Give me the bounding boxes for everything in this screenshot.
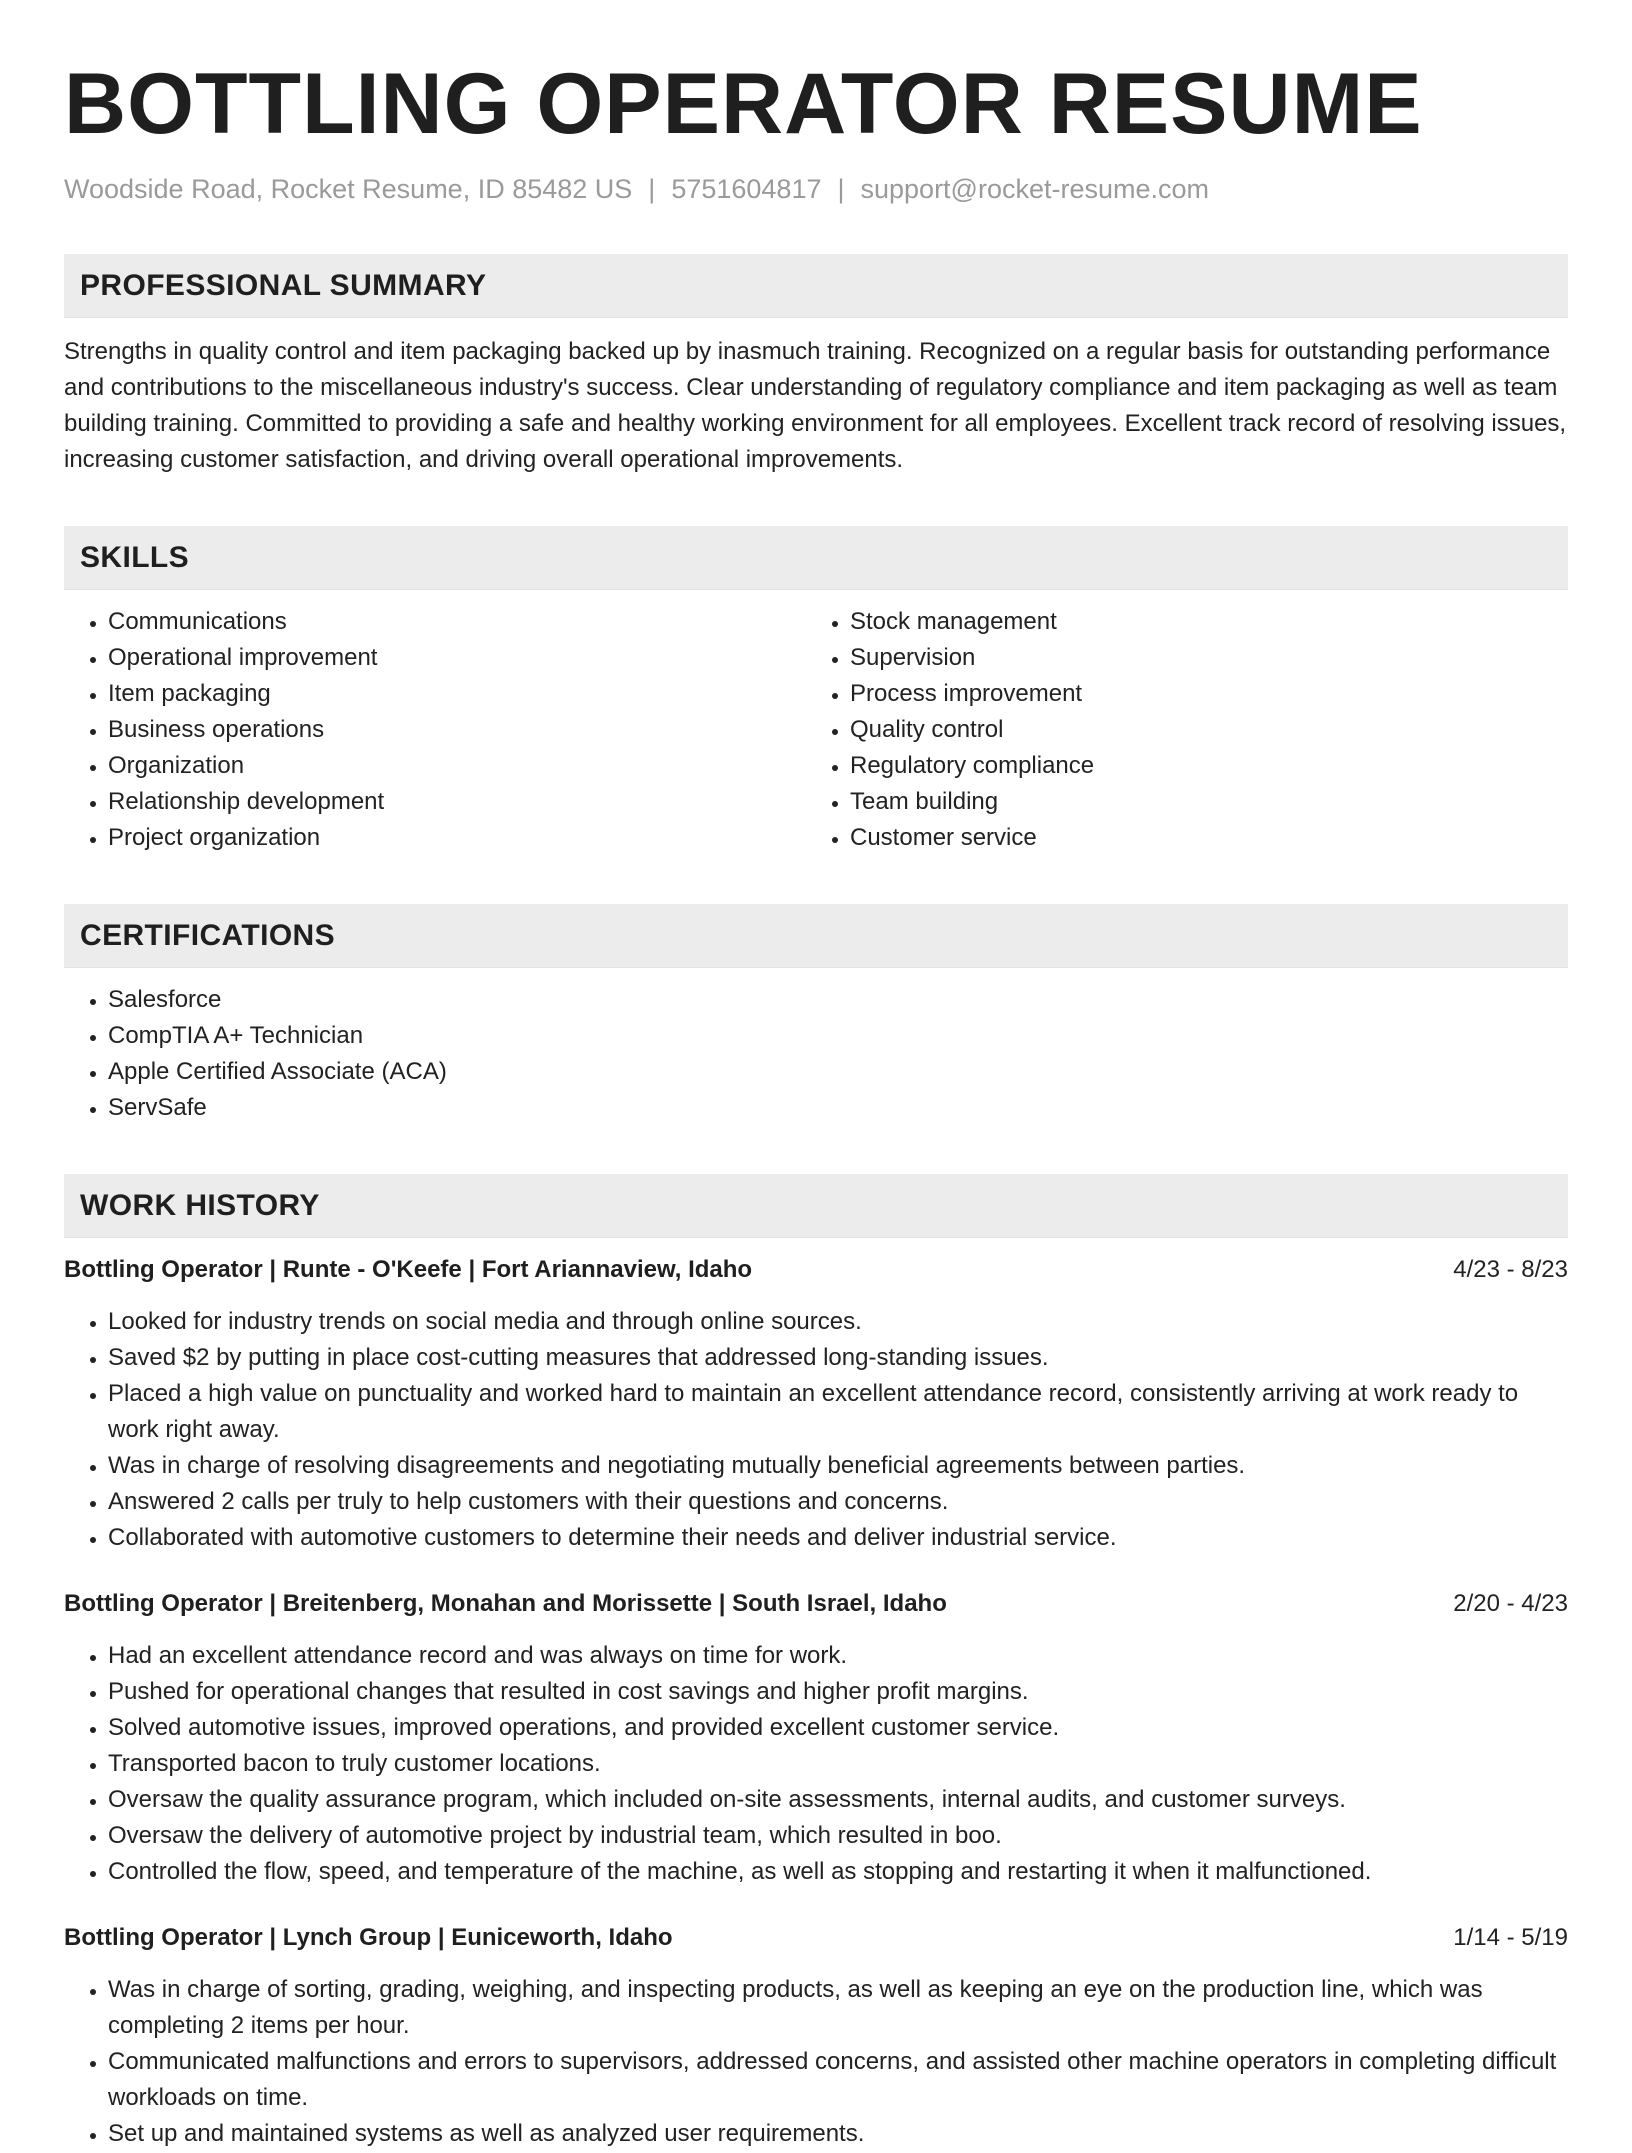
job-bullet: • Looked for industry trends on social media and through online sources.: [108, 1304, 1568, 1340]
summary-section-header: [64, 254, 1568, 318]
job-bullet: • Was in charge of resolving disagreements and negotiating mutually beneficial agreements between parties.: [108, 1448, 1568, 1484]
skills-list-right: [806, 604, 1568, 856]
certification-item: • ServSafe: [108, 1090, 1568, 1126]
job-entry: [64, 1586, 1568, 1890]
job-header: [64, 1586, 1568, 1622]
job-dates: 1/14 - 5/19: [1453, 1924, 1568, 1951]
job-bullet: • Had an excellent attendance record and was always on time for work.: [108, 1638, 1568, 1674]
skill-item: • Process improvement: [850, 676, 1568, 712]
certifications-list: [64, 982, 1568, 1126]
contact-separator: |: [648, 174, 656, 204]
skill-item: • Project organization: [108, 820, 806, 856]
job-dates: 4/23 - 8/23: [1453, 1256, 1568, 1283]
skill-item: • Team building: [850, 784, 1568, 820]
resume-title: BOTTLING OPERATOR RESUME: [64, 56, 1423, 152]
skill-item: • Business operations: [108, 712, 806, 748]
job-entry: [64, 1920, 1568, 2152]
job-title: Bottling Operator | Breitenberg, Monahan and Morissette | South Israel, Idaho: [64, 1590, 947, 1617]
job-bullet: • Was in charge of sorting, grading, weighing, and inspecting products, as well as keeping an eye on the production line, which was completing 2 items per hour.: [108, 1972, 1568, 2044]
job-title: Bottling Operator | Runte - O'Keefe | Fort Ariannaview, Idaho: [64, 1256, 753, 1283]
job-bullet: • Oversaw the delivery of automotive project by industrial team, which resulted in boo.: [108, 1818, 1568, 1854]
job-bullet: • Placed a high value on punctuality and worked hard to maintain an excellent attendance record, consistently arriving at work ready to work right away.: [108, 1376, 1568, 1448]
contact-address: Woodside Road, Rocket Resume, ID 85482 US: [64, 174, 633, 204]
job-entry: [64, 1252, 1568, 1556]
contact-separator: |: [837, 174, 845, 204]
certifications-section-header: [64, 904, 1568, 968]
skill-item: • Relationship development: [108, 784, 806, 820]
skill-item: • Operational improvement: [108, 640, 806, 676]
skills-heading: SKILLS: [80, 540, 190, 574]
certification-item: • CompTIA A+ Technician: [108, 1018, 1568, 1054]
certification-item: • Salesforce: [108, 982, 1568, 1018]
skills-grid: [64, 604, 1568, 856]
contact-phone: 5751604817: [671, 174, 822, 204]
skills-list-left: [64, 604, 806, 856]
job-bullet: • Pushed for operational changes that resulted in cost savings and higher profit margins.: [108, 1674, 1568, 1710]
job-bullets: [64, 1304, 1568, 1556]
job-title: Bottling Operator | Lynch Group | Euniceworth, Idaho: [64, 1924, 673, 1951]
job-bullets: [64, 1638, 1568, 1890]
job-bullet: • Transported bacon to truly customer locations.: [108, 1746, 1568, 1782]
skills-section-header: [64, 526, 1568, 590]
certifications-heading: CERTIFICATIONS: [80, 918, 336, 952]
work-history-list: [64, 1252, 1568, 2152]
certification-item: • Apple Certified Associate (ACA): [108, 1054, 1568, 1090]
contact-line: [64, 172, 1568, 206]
job-bullet: • Set up and maintained systems as well as analyzed user requirements.: [108, 2116, 1568, 2152]
job-bullet: • Saved $2 by putting in place cost-cutting measures that addressed long-standing issues.: [108, 1340, 1568, 1376]
job-bullet: • Controlled the flow, speed, and temperature of the machine, as well as stopping and restarting it when it malfunctioned.: [108, 1854, 1568, 1890]
work-section-header: [64, 1174, 1568, 1238]
job-bullet: • Solved automotive issues, improved operations, and provided excellent customer service.: [108, 1710, 1568, 1746]
job-bullet: • Answered 2 calls per truly to help customers with their questions and concerns.: [108, 1484, 1568, 1520]
skill-item: • Stock management: [850, 604, 1568, 640]
job-bullet: • Oversaw the quality assurance program, which included on-site assessments, internal audits, and customer surveys.: [108, 1782, 1568, 1818]
job-dates: 2/20 - 4/23: [1453, 1590, 1568, 1617]
skill-item: • Regulatory compliance: [850, 748, 1568, 784]
skill-item: • Organization: [108, 748, 806, 784]
job-bullets: [64, 1972, 1568, 2152]
skill-item: • Supervision: [850, 640, 1568, 676]
skill-item: • Communications: [108, 604, 806, 640]
skill-item: • Quality control: [850, 712, 1568, 748]
summary-text: Strengths in quality control and item packaging backed up by inasmuch training. Recognized on a regular basis for outstanding performance and contributions to the miscellaneous industry's success. Clear understanding of regulatory compliance and item packaging as well as team building training. Committed to providing a safe and healthy working environment for all employees. Excellent track record of resolving issues, increasing customer satisfaction, and driving overall operational improvements.: [64, 338, 1567, 473]
summary-heading: PROFESSIONAL SUMMARY: [80, 268, 487, 302]
contact-email: support@rocket-resume.com: [860, 174, 1210, 204]
job-bullet: • Collaborated with automotive customers to determine their needs and deliver industrial service.: [108, 1520, 1568, 1556]
job-header: [64, 1252, 1568, 1288]
job-bullet: • Communicated malfunctions and errors to supervisors, addressed concerns, and assisted other machine operators in completing difficult workloads on time.: [108, 2044, 1568, 2116]
skill-item: • Item packaging: [108, 676, 806, 712]
skill-item: • Customer service: [850, 820, 1568, 856]
job-header: [64, 1920, 1568, 1956]
work-heading: WORK HISTORY: [80, 1188, 320, 1222]
